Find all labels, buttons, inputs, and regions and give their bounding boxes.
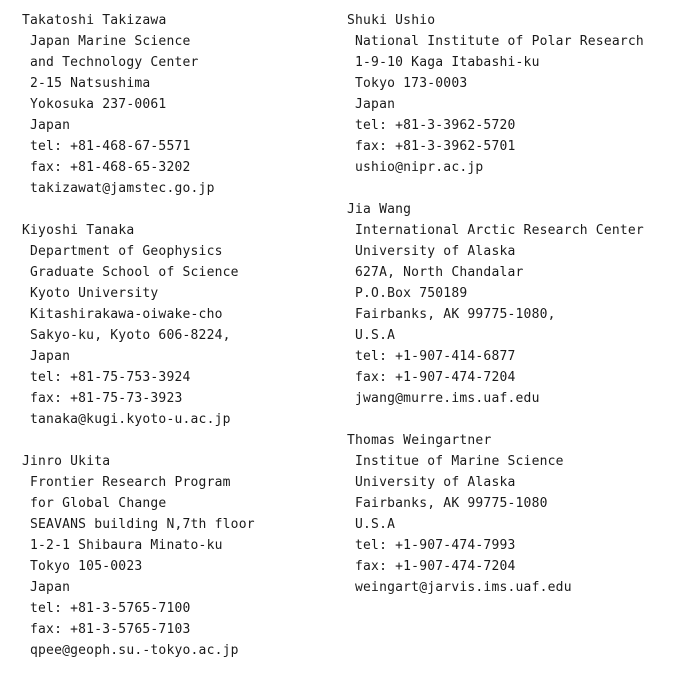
contact-email: takizawat@jamstec.go.jp [30,181,215,196]
contact-fax: fax: +81-3-5765-7103 [30,622,191,637]
contact-email: qpee@geoph.su.-tokyo.ac.jp [30,643,239,658]
contact-entry [347,10,687,178]
contact-detail-line: University of Alaska [355,475,516,490]
contact-fax: fax: +1-907-474-7204 [355,559,516,574]
contact-name: Kiyoshi Tanaka [22,223,135,238]
contact-entry [347,430,687,598]
contact-detail-line: Kitashirakawa-oiwake-cho [30,307,223,322]
contact-detail-line: for Global Change [30,496,167,511]
contact-detail-line: P.O.Box 750189 [355,286,468,301]
contact-detail-line: Tokyo 105-0023 [30,559,143,574]
contact-detail-line: 1-9-10 Kaga Itabashi-ku [355,55,540,70]
contact-detail-line: Yokosuka 237-0061 [30,97,167,112]
contact-detail-line: Frontier Research Program [30,475,231,490]
contact-detail-line: Japan [355,97,396,112]
contact-name: Thomas Weingartner [347,433,492,448]
contact-email: jwang@murre.ims.uaf.edu [355,391,540,406]
contact-detail-line: U.S.A [355,328,396,343]
contact-email: tanaka@kugi.kyoto-u.ac.jp [30,412,231,427]
contact-email: ushio@nipr.ac.jp [355,160,484,175]
contact-detail-line: Japan [30,349,71,364]
entry-spacer [22,430,322,451]
contact-fax: fax: +81-468-65-3202 [30,160,191,175]
entry-spacer [347,409,687,430]
contact-name: Takatoshi Takizawa [22,13,167,28]
contact-detail-line: Japan [30,580,71,595]
entry-spacer [347,178,687,199]
contact-entry [22,10,322,199]
contact-phone: tel: +1-907-414-6877 [355,349,516,364]
contact-phone: tel: +81-3-5765-7100 [30,601,191,616]
contact-fax: fax: +1-907-474-7204 [355,370,516,385]
entry-spacer [22,199,322,220]
contact-phone: tel: +81-468-67-5571 [30,139,191,154]
contact-detail-line: SEAVANS building N,7th floor [30,517,255,532]
contact-entry [347,199,687,409]
contact-fax: fax: +81-75-73-3923 [30,391,183,406]
contact-phone: tel: +1-907-474-7993 [355,538,516,553]
contact-detail-line: 1-2-1 Shibaura Minato-ku [30,538,223,553]
contact-detail-line: 627A, North Chandalar [355,265,524,280]
contact-name: Shuki Ushio [347,13,436,28]
contact-name: Jinro Ukita [22,454,111,469]
contact-entry [22,451,322,661]
contact-detail-line: National Institute of Polar Research [355,34,644,49]
contact-name: Jia Wang [347,202,412,217]
contact-email: weingart@jarvis.ims.uaf.edu [355,580,572,595]
contact-detail-line: Sakyo-ku, Kyoto 606-8224, [30,328,231,343]
contact-detail-line: International Arctic Research Center [355,223,644,238]
contact-detail-line: Institue of Marine Science [355,454,564,469]
contact-detail-line: 2-15 Natsushima [30,76,151,91]
contact-detail-line: Tokyo 173-0003 [355,76,468,91]
contact-entry [22,220,322,430]
contact-detail-line: Department of Geophysics [30,244,223,259]
contact-detail-line: Fairbanks, AK 99775-1080, [355,307,556,322]
contact-phone: tel: +81-3-3962-5720 [355,118,516,133]
right-column [347,10,687,598]
left-column [22,10,322,661]
contact-detail-line: Japan [30,118,71,133]
contact-fax: fax: +81-3-3962-5701 [355,139,516,154]
contact-detail-line: Japan Marine Science [30,34,191,49]
contact-detail-line: Fairbanks, AK 99775-1080 [355,496,548,511]
contact-detail-line: U.S.A [355,517,396,532]
contact-detail-line: Graduate School of Science [30,265,239,280]
contact-phone: tel: +81-75-753-3924 [30,370,191,385]
contact-detail-line: Kyoto University [30,286,159,301]
contact-detail-line: University of Alaska [355,244,516,259]
contact-detail-line: and Technology Center [30,55,199,70]
